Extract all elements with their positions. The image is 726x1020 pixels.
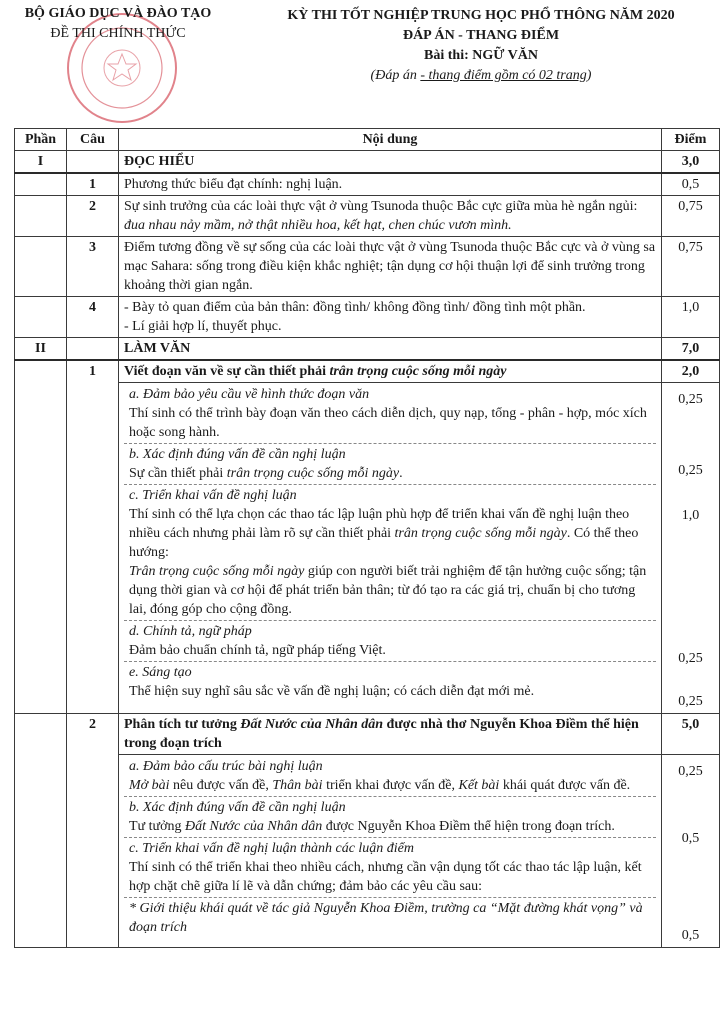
question-number: 2 [67, 714, 119, 948]
table-row [15, 360, 720, 383]
exam-title: KỲ THI TỐT NGHIỆP TRUNG HỌC PHỔ THÔNG NĂM 2020 [287, 8, 675, 23]
criterion-c-bullet-score: 0,5 [681, 928, 700, 943]
doc-type: ĐÁP ÁN - THANG ĐIỂM [402, 28, 560, 43]
header-diem: Điểm [662, 129, 720, 151]
answer-score: 1,0 [662, 297, 720, 338]
criterion-b: b. Xác định đúng vấn đề cần nghị luận Sự cần thiết phải trân trọng cuộc sống mỗi ngày. [124, 443, 656, 484]
question-number: 3 [67, 237, 119, 297]
criterion-c: c. Triển khai vấn đề nghị luận Thí sinh có thể lựa chọn các thao tác lập luận phù hợp để triển khai vấn đề nghị luận theo nhiều cách nhưng phải làm rõ sự cần thiết phải trân trọng cuộc sống mỗi ngày. Có thể theo hướng: Trân trọng cuộc sống mỗi ngày giúp con người biết trải nghiệm để tận hưởng cuộc sống; tận dụng thời gian và cơ hội để phát triển bản thân; từ đó tạo ra các giá trị, chuẩn bị cho tương lai, đóng góp cho cộng đồng. [124, 484, 656, 620]
section-number: I [15, 151, 67, 174]
criterion-a: a. Đảm bảo cấu trúc bài nghị luận Mở bài nêu được vấn đề, Thân bài triển khai được vấn đề, Kết bài khái quát được vấn đề. [129, 759, 631, 793]
criterion-d-score: 0,25 [678, 651, 703, 666]
criterion-c-score: 1,0 [681, 508, 700, 523]
criterion-b: b. Xác định đúng vấn đề cần nghị luận Tư tưởng Đất Nước của Nhân dân được Nguyễn Khoa Điềm thể hiện trong đoạn trích. [124, 796, 656, 837]
table-row [15, 196, 720, 237]
answer-table [14, 128, 720, 948]
question-number: 4 [67, 297, 119, 338]
criteria-list [119, 755, 662, 948]
answer-text: - Bày tỏ quan điểm của bản thân: đồng tình/ không đồng tình/ đồng tình một phần. - Lí giải hợp lí, thuyết phục. [119, 297, 662, 338]
criterion-e: e. Sáng tạo Thể hiện suy nghĩ sâu sắc về vấn đề nghị luận; có cách diễn đạt mới mẻ. [124, 661, 656, 702]
section-title: ĐỌC HIỂU [119, 151, 662, 174]
criterion-a-score: 0,25 [678, 392, 703, 407]
exam-title-block [236, 6, 726, 86]
question-title: Viết đoạn văn về sự cần thiết phải trân trọng cuộc sống mỗi ngày [119, 360, 662, 383]
subject: Bài thi: NGỮ VĂN [424, 48, 538, 63]
section-title: LÀM VĂN [119, 338, 662, 361]
criterion-a: a. Đảm bảo yêu cầu về hình thức đoạn văn Thí sinh có thể trình bày đoạn văn theo cách diễn dịch, quy nạp, tổng - phân - hợp, móc xích hoặc song hành. [129, 387, 647, 440]
answer-score: 0,5 [662, 173, 720, 196]
header-noidung: Nội dung [119, 129, 662, 151]
question-number: 2 [67, 196, 119, 237]
section-score: 7,0 [662, 338, 720, 361]
criterion-e-score: 0,25 [678, 694, 703, 709]
answer-text: Sự sinh trưởng của các loài thực vật ở vùng Tsunoda thuộc Bắc cực giữa mùa hè ngắn ngủi: đua nhau nảy mầm, nở thật nhiều hoa, kết hạt, chen chúc vươn mình. [119, 196, 662, 237]
header-phan: Phần [15, 129, 67, 151]
question-number: 1 [67, 360, 119, 714]
question-score: 2,0 [662, 360, 720, 383]
criterion-b-score: 0,5 [681, 831, 700, 846]
issuer-block [0, 6, 236, 42]
question-number: 1 [67, 173, 119, 196]
table-row [15, 173, 720, 196]
answer-score: 0,75 [662, 237, 720, 297]
table-row [15, 755, 720, 948]
table-row [15, 714, 720, 755]
criterion-b-score: 0,25 [678, 463, 703, 478]
criterion-a-score: 0,25 [678, 764, 703, 779]
answer-text: Phương thức biểu đạt chính: nghị luận. [119, 173, 662, 196]
criterion-c: c. Triển khai vấn đề nghị luận thành các luận điểm Thí sinh có thể triển khai theo nhiều cách, nhưng cần vận dụng tốt các thao tác lập luận, kết hợp chặt chẽ giữa lí lẽ và dẫn chứng; đảm bảo các yêu cầu sau: [124, 837, 656, 897]
table-row [15, 237, 720, 297]
criteria-list [119, 383, 662, 714]
pages-note: (Đáp án - thang điểm gồm có 02 trang) [370, 68, 592, 83]
criterion-c-bullet: * Giới thiệu khái quát về tác giả Nguyễn Khoa Điềm, trường ca “Mặt đường khát vọng” và đoạn trích [124, 897, 656, 938]
official-exam-label: ĐỀ THI CHÍNH THỨC [50, 26, 186, 41]
question-title: Phân tích tư tưởng Đất Nước của Nhân dân được nhà thơ Nguyễn Khoa Điềm thể hiện trong đoạn trích [119, 714, 662, 755]
section-score: 3,0 [662, 151, 720, 174]
section-row [15, 151, 720, 174]
section-row [15, 338, 720, 361]
question-score: 5,0 [662, 714, 720, 755]
answer-text: Điểm tương đồng về sự sống của các loài thực vật ở vùng Tsunoda thuộc Bắc cực và ở vùng sa mạc Sahara: sống trong điều kiện khắc nghiệt; tận dụng cơ hội thuận lợi để sinh trưởng trong khoảng thời gian ngắn. [119, 237, 662, 297]
table-row [15, 297, 720, 338]
criterion-d: d. Chính tả, ngữ pháp Đảm bảo chuẩn chính tả, ngữ pháp tiếng Việt. [124, 620, 656, 661]
table-row [15, 383, 720, 714]
header-cau: Câu [67, 129, 119, 151]
ministry-name: BỘ GIÁO DỤC VÀ ĐÀO TẠO [24, 6, 212, 21]
section-number: II [15, 338, 67, 361]
answer-score: 0,75 [662, 196, 720, 237]
table-header-row [15, 129, 720, 151]
